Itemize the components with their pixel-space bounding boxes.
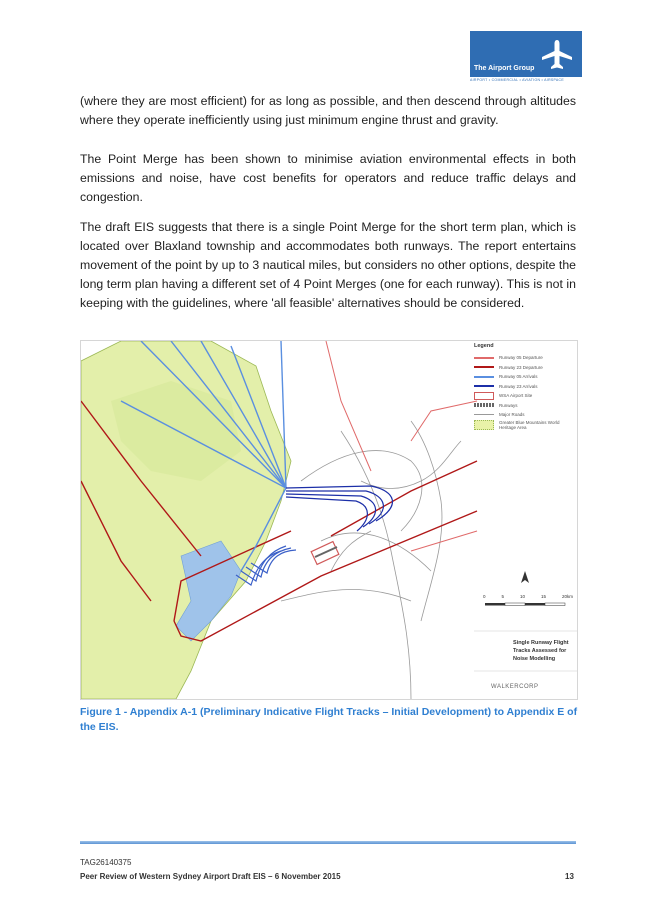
legend-row	[474, 372, 574, 382]
legend-label: Runway 05 Departure	[499, 355, 543, 361]
legend-row	[474, 382, 574, 392]
footer-title: Peer Review of Western Sydney Airport Draft EIS – 6 November 2015	[80, 872, 341, 881]
legend-label: WSA Airport Site	[499, 393, 533, 399]
scale-bar	[485, 603, 565, 606]
legend-label: Runway 23 Departure	[499, 364, 543, 370]
map-title: Single Runway Flight Tracks Assessed for Noise Modelling	[513, 640, 569, 662]
legend-swatch	[474, 357, 494, 359]
legend-label: Runway 23 Arrivals	[499, 383, 538, 389]
legend-swatch	[474, 376, 494, 378]
legend-row	[474, 363, 574, 373]
legend-row	[474, 410, 574, 420]
paragraph-2: The Point Merge has been shown to minimise aviation environmental effects in both emissions and noise, have cost benefits for operators and reduce traffic delays and congestion.	[80, 152, 576, 204]
legend-swatch	[474, 420, 494, 430]
scale-label: 5	[501, 594, 504, 599]
document-id: TAG26140375	[80, 858, 132, 867]
legend-swatch	[474, 385, 494, 387]
scale-label: 15	[540, 594, 546, 599]
legend-swatch	[474, 403, 494, 407]
map-brand-logo: WALKERCORP	[491, 684, 539, 690]
legend-row	[474, 353, 574, 363]
logo-tagline: AIRPORT • COMMERCIAL • AVIATION • AIRSPACE	[470, 78, 565, 82]
north-arrow-icon	[521, 571, 529, 583]
flight-tracks-map	[80, 340, 578, 700]
page-number: 13	[565, 872, 574, 881]
company-logo	[470, 31, 582, 77]
airplane-icon	[540, 39, 574, 71]
legend-label: Greater Blue Mountains World Heritage Area	[499, 419, 560, 430]
paragraph-3: The draft EIS suggests that there is a single Point Merge for the short term plan, which is located over Blaxland township and accommodates both runways. The report entertains movement of the point by up to 3 nautical miles, but considers no other options, despite the long term plan having a different set of 4 Point Merges (one for each runway). This is not in keeping with the guidelines, where 'all feasible' alternatives should be considered.	[80, 220, 576, 310]
footer-divider	[80, 841, 576, 844]
scale-label: 20km	[561, 594, 573, 599]
legend-row	[474, 401, 574, 411]
legend-swatch	[474, 392, 494, 400]
scale-labels	[483, 594, 573, 599]
figure-caption: Figure 1 - Appendix A-1 (Preliminary Indicative Flight Tracks – Initial Development) to Appendix E of the EIS.	[80, 706, 578, 733]
scale-label: 10	[519, 594, 525, 599]
legend-title: Legend	[474, 343, 494, 349]
legend-swatch	[474, 366, 494, 368]
airport-site	[311, 542, 339, 565]
legend-label: Runway 05 Arrivals	[499, 374, 538, 380]
paragraph-1: (where they are most efficient) for as long as possible, and then descend through altitudes where they operate inefficiently using just minimum engine thrust and gravity.	[80, 94, 576, 127]
legend-label: Major Roads	[499, 412, 525, 418]
legend-row	[474, 391, 574, 401]
scale-label: 0	[483, 594, 486, 599]
map-legend	[474, 343, 574, 503]
legend-label: Runways	[499, 402, 518, 408]
legend-row	[474, 420, 574, 432]
logo-text: The Airport Group	[474, 65, 535, 72]
legend-swatch	[474, 414, 494, 415]
